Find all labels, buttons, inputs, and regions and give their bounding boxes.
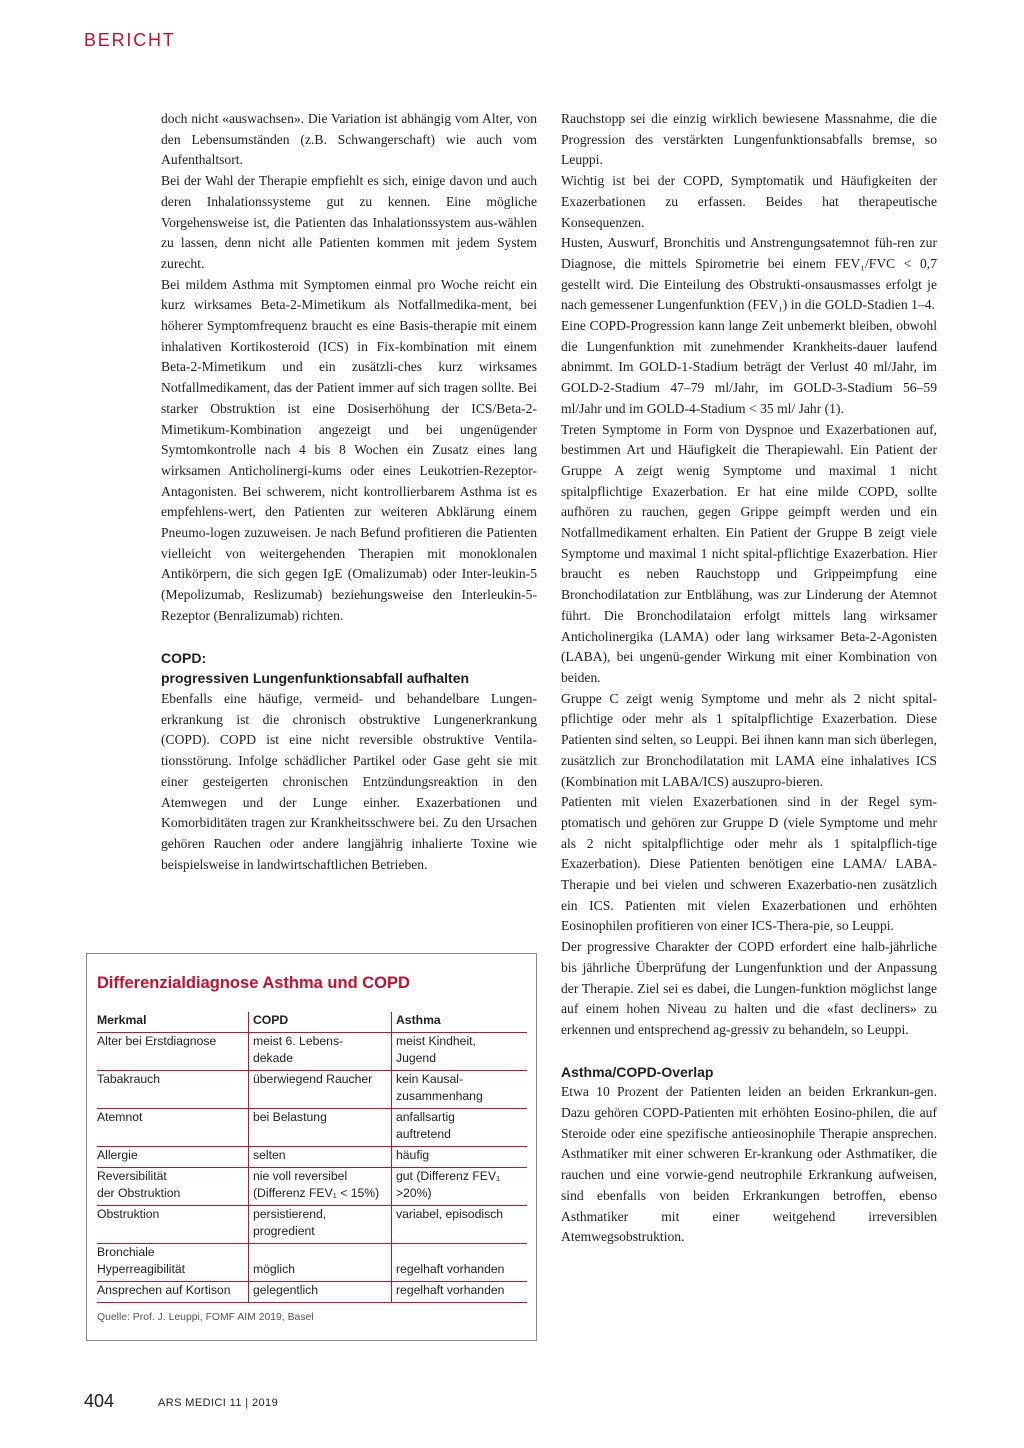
table-cell: Ansprechen auf Kortison bbox=[97, 1282, 249, 1303]
source-note: Quelle: Prof. J. Leuppi, FOMF AIM 2019, Basel bbox=[97, 1312, 314, 1323]
table-cell: bei Belastung bbox=[249, 1109, 392, 1147]
copd-subheading: progressiven Lungenfunktionsabfall aufhalten bbox=[161, 670, 470, 687]
table-cell: gut (Differenz FEV₁ >20%) bbox=[392, 1168, 528, 1206]
paragraph: Der progressive Charakter der COPD erfordert eine halb-jährliche bis jährliche Überprüfung der Lungenfunktion und der Anpassung der Therapie. Ziel sei es dabei, die Lungen-funktion möglichst lange auf einem hohen Niveau zu halten und die «fast decliners» zu erkennen und entsprechend ag-gressiv zu behandeln, so Leuppi. bbox=[561, 939, 937, 1037]
table-cell: nie voll reversibel (Differenz FEV₁ < 15%) bbox=[249, 1168, 392, 1206]
overlap-heading: Asthma/COPD-Overlap bbox=[561, 1063, 714, 1080]
table-cell: Bronchiale Hyperreagibilität bbox=[97, 1244, 249, 1282]
table-row bbox=[97, 1168, 527, 1206]
paragraph: Patienten mit vielen Exazerbationen sind in der Regel sym-ptomatisch und gehören zur Gruppe D (viele Symptome und mehr als 2 nicht spitalpflichtige oder mehr als 1 spitalpflich-tige Exazerbation). Diese Patienten benötigen eine LAMA/ LABA-Therapie und bei vielen und schweren Exazerbatio-nen zusätzlich ein ICS. Patienten mit vielen Exazerbationen und erhöhten Eosinophilen profitieren von einer ICS-Thera-pie, so Leuppi. bbox=[561, 794, 937, 934]
differential-diagnosis-box bbox=[86, 953, 537, 1341]
paragraph: Treten Symptome in Form von Dyspnoe und Exazerbationen auf, bestimmen Art und Häufigkeit die Therapiewahl. Ein Patient der Gruppe A zeigt wenig Symptome und maximal 1 nicht spitalpflichtige Exazerbation. Er hat eine milde COPD, sollte aufhören zu rauchen, gegen Grippe geimpft werden und ein Notfallmedikament erhalten. Ein Patient der Gruppe B zeigt viele Symptome und maximal 1 nicht spital-pflichtige Exazerbation. Hier braucht es neben Rauchstopp und Grippeimpfung eine Bronchodilatation zur Entblähung, was zur Linderung der Atemnot führt. Die Bronchodilataion erfolgt mittels lang wirksamer Anticholinergika (LAMA) oder lang wirksamer Beta-2-Agonisten (LABA), bei ungenü-gender Wirkung mit einer Kombination von beiden. bbox=[561, 421, 937, 685]
table-cell: selten bbox=[249, 1147, 392, 1168]
table-cell: regelhaft vorhanden bbox=[392, 1244, 528, 1282]
column-header: COPD bbox=[249, 1012, 392, 1033]
comparison-table bbox=[97, 1012, 527, 1303]
table-row bbox=[97, 1071, 527, 1109]
paragraph: Bei der Wahl der Therapie empfiehlt es sich, einige davon und auch deren Inhalationssysteme gut zu kennen. Eine mögliche Vorgehensweise ist, die Patienten das Inhalationssystem aus-wählen zu lassen, denn nicht alle Patienten kommen mit jedem System zurecht. bbox=[161, 173, 537, 271]
table-row bbox=[97, 1033, 527, 1071]
page-number: 404 bbox=[84, 1391, 115, 1411]
table-cell: kein Kausal- zusammenhang bbox=[392, 1071, 528, 1109]
paragraph: Gruppe C zeigt wenig Symptome und mehr als 2 nicht spital-pflichtige oder mehr als 1 spitalpflichtige Exazerbation. Diese Patienten sind selten, so Leuppi. Bei ihnen kann man sich überlegen, zusätzlich zur Bronchodilatation mit LAMA eine inhalatives ICS (Kombination mit LABA/ICS) auszupro-bieren. bbox=[561, 690, 937, 789]
table-cell: persistierend, progredient bbox=[249, 1206, 392, 1244]
copd-heading: COPD: bbox=[161, 649, 207, 666]
table-cell: Atemnot bbox=[97, 1109, 249, 1147]
table-cell: Alter bei Erstdiagnose bbox=[97, 1033, 249, 1071]
right-column bbox=[561, 109, 937, 1248]
table-cell: überwiegend Raucher bbox=[249, 1071, 392, 1109]
table-cell: häufig bbox=[392, 1147, 528, 1168]
paragraph: doch nicht «auswachsen». Die Variation ist abhängig vom Alter, von den Lebensumständen (z.B. Schwangerschaft) wie auch vom Aufenthaltsort. bbox=[161, 111, 537, 168]
table-cell: Obstruktion bbox=[97, 1206, 249, 1244]
box-title: Differenzialdiagnose Asthma und COPD bbox=[97, 974, 410, 992]
paragraph: Etwa 10 Prozent der Patienten leiden an beiden Erkrankun-gen. Dazu gehören COPD-Patienten mit erhöhten Eosino-philen, die auf Steroide oder eine spezifische antieosinophile Therapie ansprechen. Asthmatiker mit einer schweren Er-krankung oder Asthmatiker, die rauchen und eine vorwie-gend neutrophile Erkrankung aufweisen, sind ebenfalls von beiden Erkrankungen betroffen, ebenso Asthmatiker mit einer weitgehend irreversiblen Atemwegsobstruktion. bbox=[561, 1084, 937, 1245]
table-row bbox=[97, 1244, 527, 1282]
paragraph: Ebenfalls eine häufige, vermeid- und behandelbare Lungen-erkrankung ist die chronisch obstruktive Lungenerkrankung (COPD). COPD ist eine nicht reversible obstruktive Ventila-tionsstörung. Infolge schädlicher Partikel oder Gase geht sie mit einer gesteigerten chronischen Entzündungsreaktion in den Atemwegen und der Lunge einher. Exazerbationen und Komorbiditäten tragen zur Krankheitsschwere bei. Zu den Ursachen gehören Rauchen oder andere langjährig inhalierte Toxine wie beispielsweise in landwirtschaftlichen Betrieben. bbox=[161, 690, 537, 872]
table-row bbox=[97, 1282, 527, 1303]
table-cell: Reversibilität der Obstruktion bbox=[97, 1168, 249, 1206]
table-cell: Tabakrauch bbox=[97, 1071, 249, 1109]
table-cell: variabel, episodisch bbox=[392, 1206, 528, 1244]
table-cell: gelegentlich bbox=[249, 1282, 392, 1303]
footer bbox=[84, 1391, 279, 1412]
column-header: Asthma bbox=[392, 1012, 528, 1033]
paragraph: Rauchstopp sei die einzig wirklich bewiesene Massnahme, die die Progression des verstärkten Lungenfunktionsabfalls bremse, so Leuppi. bbox=[561, 111, 937, 168]
table-cell: möglich bbox=[249, 1244, 392, 1282]
table-cell: anfallsartig auftretend bbox=[392, 1109, 528, 1147]
table-cell: meist Kindheit, Jugend bbox=[392, 1033, 528, 1071]
table-header-row bbox=[97, 1012, 527, 1033]
left-column bbox=[161, 109, 537, 875]
table-row bbox=[97, 1206, 527, 1244]
table-row bbox=[97, 1109, 527, 1147]
column-header: Merkmal bbox=[97, 1012, 249, 1033]
paragraph: Wichtig ist bei der COPD, Symptomatik und Häufigkeiten der Exazerbationen zu erfassen. Beides hat therapeutische Konsequenzen. bbox=[561, 173, 937, 230]
paragraph: Bei mildem Asthma mit Symptomen einmal pro Woche reicht ein kurz wirksames Beta-2-Mimetikum als Notfallmedika-ment, bei höherer Symptomfrequenz braucht es eine Basis-therapie mit einem inhalativen Kortikosteroid (ICS) in Fix-kombination mit einem Beta-2-Mimetikum und ein zusätzli-ches kurz wirksames Notfallmedikament, das der Patient immer auf sich tragen sollte. Bei starker Obstruktion ist eine Dosiserhöhung der ICS/Beta-2-Mimetikum-Kombination angezeigt und bei ungenügender Symtomkontrolle nach 4 bis 8 Wochen ein Zusatz eines lang wirksamen Anticholinergi-kums oder eines Leukotrien-Rezeptor-Antagonisten. Bei schwerem, nicht kontrollierbarem Asthma ist es empfehlens-wert, den Patienten zur weiteren Abklärung einem Pneumo-logen zuzuweisen. Je nach Befund profitieren die Patienten vielleicht von weitergehenden Therapien mit monoklonalen Antikörpern, die sich gegen IgE (Omalizumab) oder Inter-leukin-5 (Mepolizumab, Reslizumab) beziehungsweise den Interleukin-5-Rezeptor (Benralizumab) richten. bbox=[161, 276, 537, 623]
table-cell: regelhaft vorhanden bbox=[392, 1282, 528, 1303]
table-row bbox=[97, 1147, 527, 1168]
journal-name: ARS MEDICI 11 | 2019 bbox=[158, 1397, 279, 1409]
section-label: BERICHT bbox=[84, 30, 176, 50]
table-cell: Allergie bbox=[97, 1147, 249, 1168]
paragraph: Eine COPD-Progression kann lange Zeit unbemerkt bleiben, obwohl die Lungenfunktion mit zunehmender Krankheits-dauer laufend abnimmt. Im GOLD-1-Stadium beträgt der Verlust 40 ml/Jahr, im GOLD-2-Stadium 47–79 ml/Jahr, im GOLD-3-Stadium 56–59 ml/Jahr und im GOLD-4-Stadium < 35 ml/ Jahr (1). bbox=[561, 318, 937, 416]
paragraph: Husten, Auswurf, Bronchitis und Anstrengungsatemnot füh-ren zur Diagnose, die mittels Spirometrie bei einem FEV₁/FVC < 0,7 gestellt wird. Die Einteilung des Obstrukti-onsausmasses erfolgt je nach gemessener Lungenfunktion (FEV₁) in die GOLD-Stadien 1–4. bbox=[561, 235, 937, 313]
table-cell: meist 6. Lebens- dekade bbox=[249, 1033, 392, 1071]
